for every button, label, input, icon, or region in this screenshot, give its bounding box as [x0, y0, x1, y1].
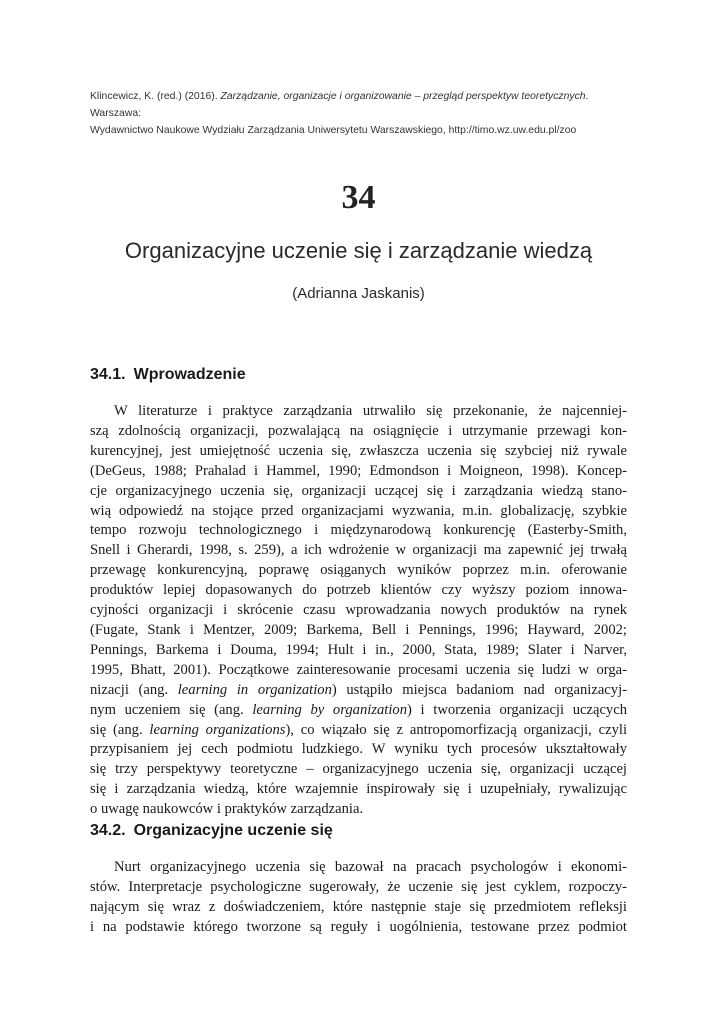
section-title: Organizacyjne uczenie się: [133, 822, 333, 839]
citation-prefix: Klincewicz, K. (red.) (2016).: [90, 91, 221, 102]
text-line: Pennings, Barkema i Douma, 1994; Hult i in., 2000, Stata, 1989; Slater i Narver,: [90, 641, 627, 658]
text-segment: nizacji (ang.: [90, 681, 178, 698]
text-segment: się (ang.: [90, 721, 150, 738]
chapter-author: (Adrianna Jaskanis): [292, 285, 425, 302]
italic-term: learning in organization: [177, 681, 332, 698]
text-line: nającym się wraz z doświadczeniem, które następnie staje się przedmiotem refleksji: [90, 898, 627, 915]
text-line: cyjności organizacji i skrócenie czasu wprowadzania nowych produktów na rynek: [90, 602, 627, 619]
text-line: przewagę konkurencyjną, poprawę osiąganych wyników poprzez m.in. oferowanie: [90, 562, 627, 579]
text-line: [90, 681, 627, 701]
text-segment: nym uczeniem się (ang.: [90, 701, 253, 718]
text-line: tempo rozwoju technologicznego i międzynarodową konkurencję (Easterby-Smith,: [90, 522, 627, 539]
citation-book-title: Zarządzanie, organizacje i organizowanie – przegląd perspektyw teoretycznych: [220, 91, 586, 102]
section-body-introduction: [90, 402, 627, 820]
text-line: produktów lepiej dopasowanych do potrzeb klientów czy wyższy poziom innowa-: [90, 582, 627, 599]
text-line: szą zdolnością organizacji, pozwalającą na osiągnięcie i utrzymanie przewagi kon-: [90, 422, 627, 439]
section-heading-organizational-learning: [90, 820, 333, 842]
text-segment: ) ustąpiło miejsca badaniom nad organizacyj-: [331, 681, 627, 698]
text-line: 1995, Bhatt, 2001). Początkowe zainteresowanie procesami uczenia się ludzi w orga-: [90, 661, 627, 678]
citation-header: [90, 88, 630, 139]
citation-place: . Warszawa:: [90, 91, 589, 119]
text-line: cje organizacyjnego uczenia się, organizacji uczącej się i zarządzania wiedzą stano-: [90, 482, 627, 499]
text-line: Snell i Gherardi, 1998, s. 259), a ich wdrożenie w organizacji ma zapewnić jej trwałą: [90, 542, 627, 559]
text-line: (Fugate, Stank i Mentzer, 2009; Barkema, Bell i Pennings, 1996; Hayward, 2002;: [90, 621, 627, 638]
text-line: i na podstawie którego tworzone są reguły i uogólnienia, testowane przez podmiot: [90, 918, 627, 935]
text-line: kurencyjnej, jest umiejętność uczenia się, zwłaszcza uczenia się szybciej niż rywale: [90, 442, 627, 459]
section-body-organizational-learning: [90, 858, 627, 938]
text-line: Nurt organizacyjnego uczenia się bazował na pracach psychologów i ekonomi-: [114, 859, 627, 875]
italic-term: learning organizations: [149, 721, 286, 738]
text-line: (DeGeus, 1988; Prahalad i Hammel, 1990; Edmondson i Moigneon, 1998). Koncep-: [90, 462, 627, 479]
text-line: się trzy perspektywy teoretyczne – organizacyjnego uczenia się, organizacji uczącej: [90, 761, 627, 778]
text-segment: ), co wiązało się z antropomorfizacją organizacji, czyli: [285, 721, 627, 738]
citation-line-2: Wydawnictwo Naukowe Wydziału Zarządzania Uniwersytetu Warszawskiego, http://timo.wz.uw.edu.pl/zoo: [90, 125, 577, 136]
chapter-number: 34: [341, 179, 376, 216]
text-line: stów. Interpretacje psychologiczne sugerowały, że uczenie się jest cyklem, rozpoczy-: [90, 878, 627, 895]
section-number: 34.2.: [90, 822, 126, 839]
text-line: [90, 701, 627, 721]
text-line: się i zarządzania wiedzą, które wzajemnie inspirowały się i uzupełniały, rywalizując: [90, 781, 627, 798]
text-line: o uwagę naukowców i praktyków zarządzania.: [90, 801, 364, 818]
citation-line-1: [90, 88, 630, 122]
text-segment: ) i tworzenia organizacji uczących: [407, 701, 627, 718]
text-line: W literaturze i praktyce zarządzania utrwaliło się przekonanie, że najcenniej-: [114, 403, 627, 419]
text-line: wią odpowiedź na stojące przed organizacjami wyzwania, m.in. globalizację, szybkie: [90, 502, 627, 519]
section-heading-introduction: [90, 364, 246, 386]
italic-term: learning by organization: [252, 701, 407, 718]
text-line: przypisaniem jej cech podmiotu ludzkiego. W wyniku tych procesów ukształtowały: [90, 741, 627, 758]
text-line: [90, 721, 627, 741]
section-number: 34.1.: [90, 366, 126, 383]
chapter-title: Organizacyjne uczenie się i zarządzanie wiedzą: [124, 238, 593, 263]
section-title: Wprowadzenie: [133, 366, 246, 383]
